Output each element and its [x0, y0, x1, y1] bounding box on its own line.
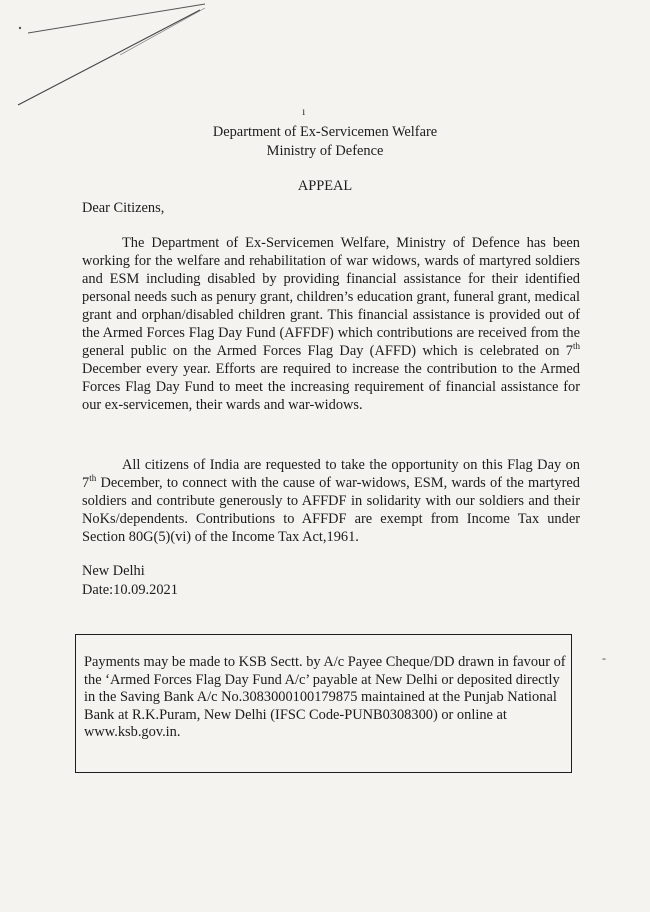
department-heading: Department of Ex-Servicemen Welfare: [212, 124, 438, 140]
folded-corner-mark: [0, 0, 240, 110]
date: Date:10.09.2021: [82, 582, 178, 598]
payment-info-text: Payments may be made to KSB Sectt. by A/c Payee Cheque/DD drawn in favour of the ‘Armed Forces Flag Day Fund A/c’ payable at New Delhi or deposited directly in the Saving Bank A/c No.3083000100179875 maintained at the Punjab National Bank at R.K.Puram, New Delhi (IFSC Code-PUNB0308300) or online at www.ksb.gov.in.: [84, 654, 566, 740]
paragraph-2: All citizens of India are requested to take the opportunity on this Flag Day on 7th December, to connect with the cause of war-widows, ESM, wards of the martyred soldiers and contribute generously to AFFDF in solidarity with our soldiers and their NoKs/dependents. Contributions to AFFDF are exempt from Income Tax under Section 80G(5)(vi) of the Income Tax Act,1961.: [82, 457, 580, 545]
appeal-title: APPEAL: [297, 178, 353, 194]
payment-info-box: [75, 634, 572, 773]
margin-mark: -: [602, 651, 606, 665]
place: New Delhi: [82, 563, 145, 579]
stray-mark: ı: [302, 104, 306, 118]
paragraph-1: The Department of Ex-Servicemen Welfare, Ministry of Defence has been working for the welfare and rehabilitation of war widows, wards of martyred soldiers and ESM including disabled by providing financial assistance for their identified personal needs such as penury grant, children’s education grant, funeral grant, medical grant and orphan/disabled children grant. This financial assistance is provided out of the Armed Forces Flag Day Fund (AFFDF) which contributions are received from the general public on the Armed Forces Flag Day (AFFD) which is celebrated on 7th December every year. Efforts are required to increase the contribution to the Armed Forces Flag Day Fund to meet the increasing requirement of financial assistance for our ex-servicemen, their wards and war-widows.: [82, 235, 580, 413]
ministry-heading: Ministry of Defence: [266, 143, 384, 159]
salutation: Dear Citizens,: [82, 200, 165, 216]
